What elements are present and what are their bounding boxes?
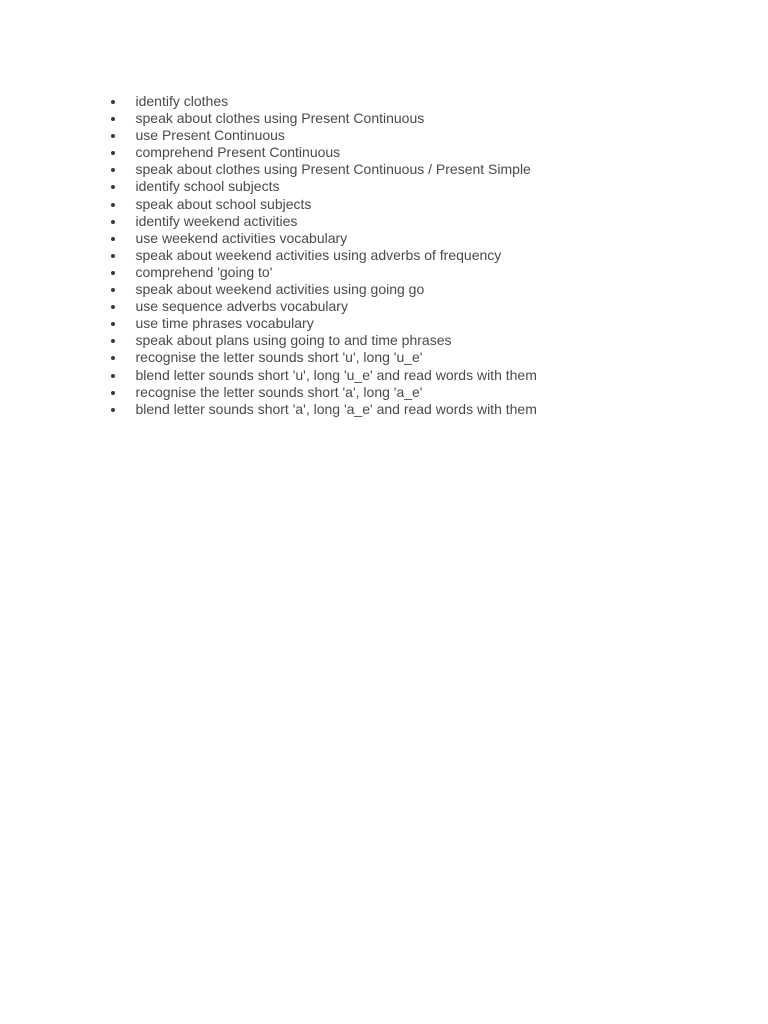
list-item-text: identify school subjects — [135, 178, 280, 195]
list-item-text: recognise the letter sounds short 'u', long 'u_e' — [135, 349, 423, 366]
bullet-icon — [111, 374, 115, 378]
bullet-icon — [111, 305, 115, 309]
list-item — [0, 247, 537, 264]
list-item-text: speak about clothes using Present Continuous — [135, 110, 425, 127]
bullet-icon — [111, 288, 115, 292]
list-item — [0, 349, 537, 366]
bullet-icon — [111, 151, 115, 155]
list-item — [0, 196, 537, 213]
bullet-icon — [111, 254, 115, 258]
learning-objectives-list — [0, 93, 537, 418]
list-item — [0, 161, 537, 178]
list-item — [0, 264, 537, 281]
bullet-icon — [111, 408, 115, 412]
bullet-icon — [111, 356, 115, 360]
list-item — [0, 332, 537, 349]
bullet-icon — [111, 339, 115, 343]
list-item-text: blend letter sounds short 'u', long 'u_e' and read words with them — [135, 366, 537, 383]
bullet-icon — [111, 237, 115, 241]
list-item-text: speak about weekend activities using going go — [135, 281, 425, 298]
list-item-text: use sequence adverbs vocabulary — [135, 298, 348, 315]
list-item-text: speak about weekend activities using adverbs of frequency — [135, 246, 502, 263]
bullet-icon — [111, 322, 115, 326]
list-item-text: speak about school subjects — [135, 195, 312, 212]
list-item — [0, 93, 537, 110]
list-item-text: identify weekend activities — [135, 212, 298, 229]
bullet-icon — [111, 391, 115, 395]
bullet-icon — [111, 271, 115, 275]
list-item-text: use weekend activities vocabulary — [135, 229, 348, 246]
list-item — [0, 401, 537, 418]
list-item-text: speak about clothes using Present Continuous / Present Simple — [135, 161, 531, 178]
bullet-icon — [111, 185, 115, 189]
list-item-text: comprehend Present Continuous — [135, 144, 341, 161]
list-item — [0, 367, 537, 384]
list-item-text: use Present Continuous — [135, 127, 285, 144]
list-item — [0, 178, 537, 195]
list-item-text: blend letter sounds short 'a', long 'a_e' and read words with them — [135, 400, 537, 417]
bullet-icon — [111, 134, 115, 138]
list-item-text: use time phrases vocabulary — [135, 315, 314, 332]
list-item — [0, 298, 537, 315]
bullet-icon — [111, 203, 115, 207]
list-item — [0, 230, 537, 247]
list-item-text: comprehend 'going to' — [135, 263, 273, 280]
list-item — [0, 144, 537, 161]
list-item-text: speak about plans using going to and time phrases — [135, 332, 452, 349]
list-item — [0, 110, 537, 127]
bullet-icon — [111, 168, 115, 172]
list-item-text: recognise the letter sounds short 'a', long 'a_e' — [135, 383, 423, 400]
list-item — [0, 213, 537, 230]
list-item — [0, 315, 537, 332]
list-item-text: identify clothes — [135, 93, 229, 109]
list-item — [0, 384, 537, 401]
list-item — [0, 127, 537, 144]
bullet-icon — [111, 117, 115, 121]
bullet-icon — [111, 220, 115, 224]
list-item — [0, 281, 537, 298]
bullet-icon — [111, 100, 115, 104]
